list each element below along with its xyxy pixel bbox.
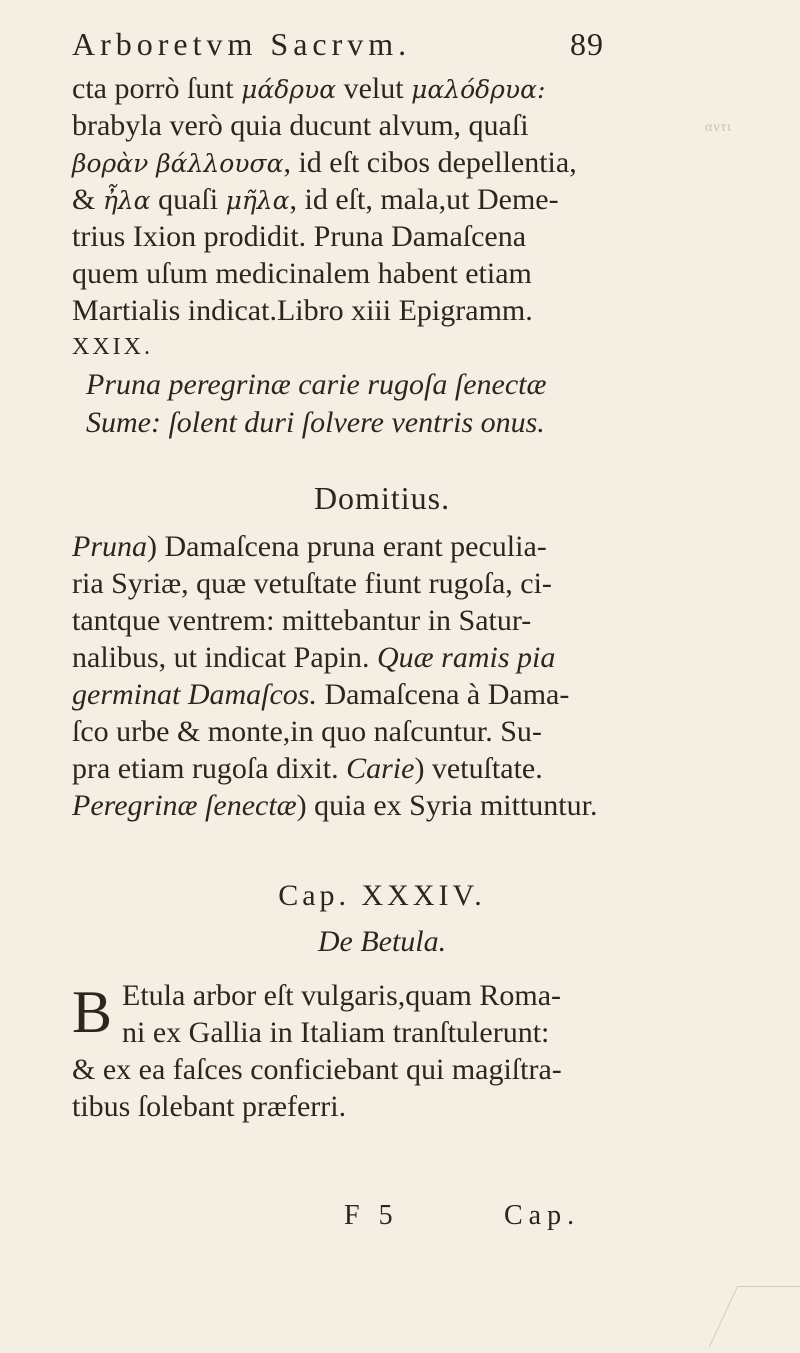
text-line: tibus ſolebant præferri. [72, 1090, 347, 1123]
running-title: Arboretvm Sacrvm. [72, 26, 412, 62]
text-line: ſco urbe & monte,in quo naſcuntur. Su- [72, 715, 542, 748]
greek-word: μάδρυα [241, 75, 337, 104]
text-line: ria Syriæ, quæ vetuſtate fiunt rugoſa, ci- [72, 567, 552, 600]
text-line: XXIX. [72, 334, 153, 360]
text-line: Etula arbor eſt vulgaris,quam Roma- [122, 979, 562, 1012]
drop-cap: B [72, 979, 113, 1045]
verse-line: Pruna peregrinæ carie rugoſa ſenectæ [86, 368, 547, 401]
signature-mark: F 5 [344, 1200, 399, 1231]
text-line: Pruna) Damaſcena pruna erant peculia- [72, 530, 547, 563]
chapter-heading: Cap. XXXIV. [278, 879, 486, 912]
paragraph-top [72, 70, 577, 442]
text-line: tantque ventrem: mittebantur in Satur- [72, 604, 532, 637]
text-line: Peregrinæ ſenectæ) quia ex Syria mittuntur. [72, 789, 598, 822]
text-line: Martialis indicat.Libro xiii Epigramm. [72, 294, 533, 327]
bleed-through-text: αντι [705, 120, 733, 135]
running-header [72, 26, 632, 63]
chapter-title: De Betula. [317, 925, 447, 958]
commentator-heading: Domitius. [313, 480, 451, 516]
text-line: germinat Damaſcos. Damaſcena à Dama- [72, 678, 570, 711]
greek-word: μαλόδρυα: [411, 75, 546, 104]
text-line: & ex ea faſces conficiebant qui magiſtra- [72, 1053, 562, 1086]
paragraph-betula [72, 977, 562, 1125]
text-line: nalibus, ut indicat Papin. Quæ ramis pia [72, 641, 556, 674]
greek-word: μῆλα [225, 186, 290, 215]
page-corner-fold [709, 1286, 800, 1347]
text-line: βορὰν βάλλουσα, id eſt cibos depellentia, [72, 146, 577, 179]
catchword: Cap. [504, 1200, 581, 1231]
text-line: ni ex Gallia in Italiam tranſtulerunt: [122, 1016, 550, 1049]
page-number: 89 [570, 26, 604, 62]
text-line: brabyla verò quia ducunt alvum, quaſi [72, 109, 529, 142]
verse-line: Sume: ſolent duri ſolvere ventris onus. [86, 406, 545, 439]
greek-word: βορὰν βάλλουσα [72, 149, 284, 178]
greek-word: ἦλα [102, 186, 151, 215]
text-line: quem uſum medicinalem habent etiam [72, 257, 532, 290]
text-line: & ἦλα quaſi μῆλα, id eſt, mala,ut Deme- [72, 183, 559, 216]
text-line: pra etiam rugoſa dixit. Carie) vetuſtate. [72, 752, 543, 785]
text-line: trius Ixion prodidit. Pruna Damaſcena [72, 220, 527, 253]
text-line: cta porrò ſunt μάδρυα velut μαλόδρυα: [72, 72, 546, 105]
paragraph-commentary [72, 528, 597, 824]
